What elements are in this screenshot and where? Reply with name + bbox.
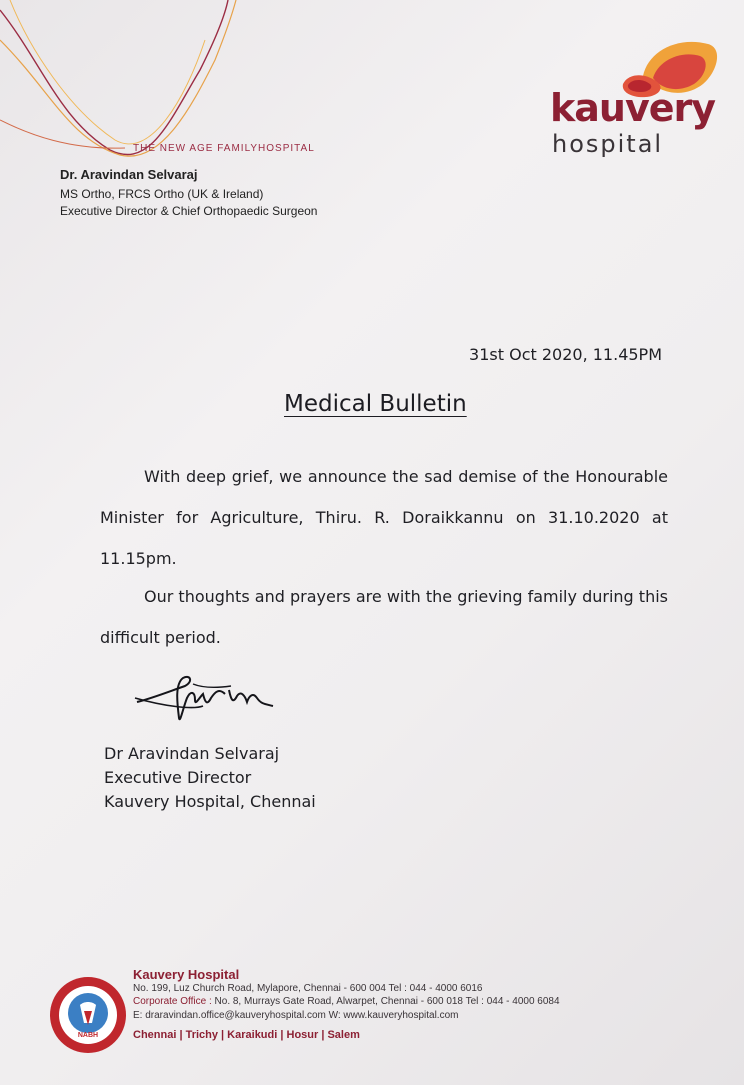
kauvery-hospital-logo bbox=[548, 36, 728, 166]
bulletin-paragraph-1: With deep grief, we announce the sad demise of the Honourable Minister for Agriculture, Thiru. R. Doraikkannu on 31.10.2020 at 11.15pm. bbox=[100, 467, 668, 568]
footer-corporate-label: Corporate Office : bbox=[133, 996, 212, 1007]
logo-wordmark-hospital: hospital bbox=[552, 130, 664, 158]
bulletin-datetime: 31st Oct 2020, 11.45PM bbox=[469, 345, 662, 364]
footer-contact: E: draravindan.office@kauveryhospital.com W: www.kauveryhospital.com bbox=[133, 1010, 459, 1021]
handwritten-signature bbox=[133, 668, 293, 728]
nabh-seal-icon bbox=[48, 975, 128, 1055]
letterhead-tagline: THE NEW AGE FAMILYHOSPITAL bbox=[133, 143, 315, 154]
signatory-organization: Kauvery Hospital, Chennai bbox=[104, 792, 316, 811]
footer-corporate-office bbox=[133, 996, 560, 1007]
bulletin-paragraph-2: Our thoughts and prayers are with the grieving family during this difficult period. bbox=[100, 587, 668, 647]
letterhead-doctor-name: Dr. Aravindan Selvaraj bbox=[60, 167, 198, 182]
letterhead-swirl-decoration bbox=[0, 0, 330, 165]
footer-hospital-name: Kauvery Hospital bbox=[133, 967, 240, 982]
logo-wordmark-kauvery: kauvery bbox=[550, 86, 716, 130]
bulletin-title: Medical Bulletin bbox=[284, 391, 467, 417]
signatory-name: Dr Aravindan Selvaraj bbox=[104, 744, 280, 763]
letterhead-designation: Executive Director & Chief Orthopaedic Surgeon bbox=[60, 204, 318, 218]
footer-address: No. 199, Luz Church Road, Mylapore, Chennai - 600 004 Tel : 044 - 4000 6016 bbox=[133, 983, 483, 994]
footer-corporate-address: No. 8, Murrays Gate Road, Alwarpet, Chennai - 600 018 Tel : 044 - 4000 6084 bbox=[214, 996, 560, 1007]
nabh-seal-label: NABH bbox=[77, 1032, 99, 1039]
footer-cities: Chennai | Trichy | Karaikudi | Hosur | Salem bbox=[133, 1029, 360, 1041]
letterhead-qualification: MS Ortho, FRCS Ortho (UK & Ireland) bbox=[60, 187, 264, 201]
signatory-title: Executive Director bbox=[104, 768, 252, 787]
